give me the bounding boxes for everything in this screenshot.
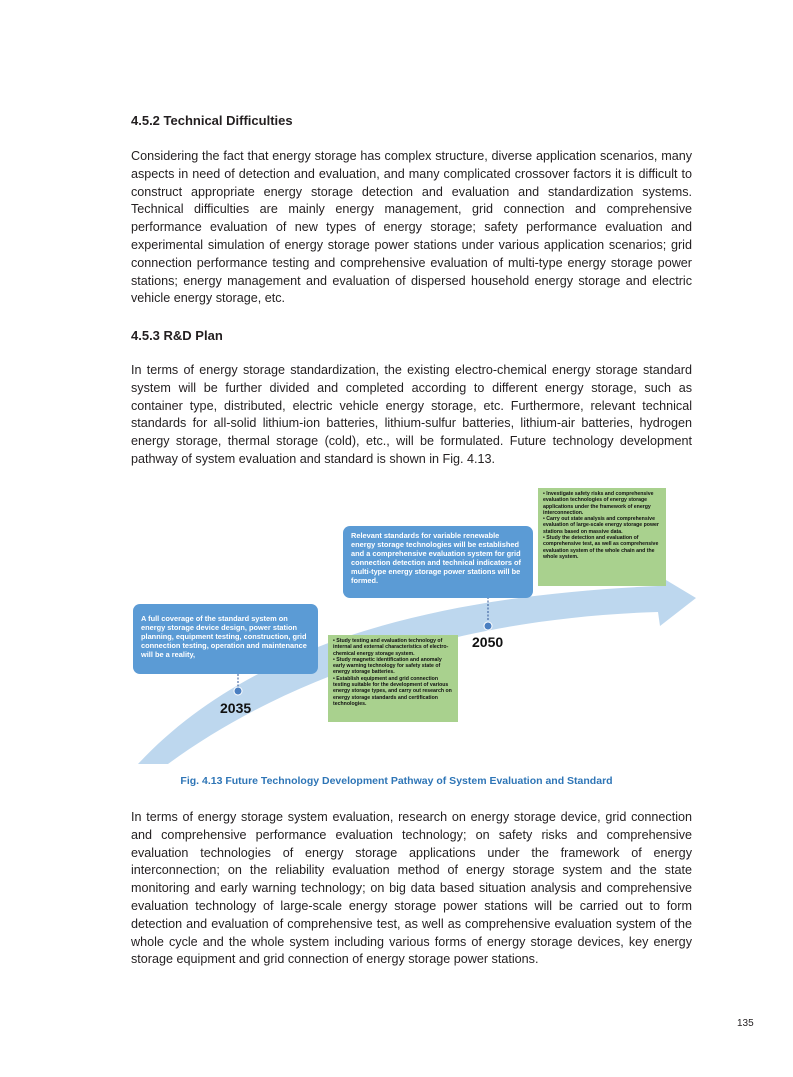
bullet: • Establish equipment and grid connection testing suitable for the development of various energy storage types, and carry out research on energy storage standards and certification technologies. — [333, 675, 452, 707]
bullet: • Study the detection and evaluation of comprehensive test, as well as comprehensive evaluation system of the whole chain and the whole system. — [543, 535, 659, 560]
paragraph-technical-difficulties: Considering the fact that energy storage has complex structure, diverse application scenarios, many aspects in need of detection and evaluation, and many complicated crossover factors it is difficult to construct appropriate energy storage detection and evaluation and standardization systems. Technical difficulties are mainly energy management, grid connection and comprehensive performance evaluation of new types of energy storage; safety performance evaluation and experimental simulation of energy storage power stations under various application scenarios; grid connection performance testing and comprehensive evaluation of multi-type energy storage power stations; energy management and evaluation of dispersed household energy storage and electric vehicle energy storage, etc. — [131, 149, 692, 306]
bullet: • Carry out state analysis and comprehensive evaluation of large-scale energy storage power stations based on massive data. — [543, 516, 659, 535]
section-heading-4-5-3: 4.5.3 R&D Plan — [131, 328, 223, 343]
figure-pathway-diagram — [128, 486, 698, 766]
year-label-2035: 2035 — [220, 700, 252, 716]
figure-caption: Fig. 4.13 Future Technology Development Pathway of System Evaluation and Standard — [180, 775, 613, 787]
paragraph-rd-plan: In terms of energy storage standardization, the existing electro-chemical energy storage standard system will be further divided and completed according to different energy storage, such as container type, distributed, electric vehicle energy storage, etc. Furthermore, relevant technical standards for all-solid lithium-ion batteries, lithium-sulfur batteries, lithium-air batteries, hydrogen energy storage, thermal storage (cold), etc., will be formulated. Future technology development pathway of system evaluation and standard is shown in Fig. 4.13. — [131, 363, 692, 466]
green-box-2050 — [538, 488, 666, 586]
bullet: • Investigate safety risks and comprehensive evaluation technologies of energy storage applications under the framework of energy interconnection. — [543, 491, 654, 516]
milestone-box-2050: Relevant standards for variable renewable energy storage technologies will be established and a comprehensive evaluation system for grid connection detection and technical indicators of multi-type energy storage power stations will be formed. — [343, 526, 533, 598]
green-box-2035 — [328, 635, 458, 722]
bullet: • Study testing and evaluation technology of internal and external characteristics of electro-chemical energy storage system. — [333, 638, 449, 657]
bullet: • Study magnetic identification and anomaly early warning technology for safety state of energy storage batteries. — [333, 656, 442, 676]
milestone-box-2035: A full coverage of the standard system on energy storage device design, power station planning, equipment testing, construction, grid connection testing, operation and maintenance will be a reality, — [133, 604, 318, 674]
year-label-2050: 2050 — [472, 634, 504, 650]
page-number: 135 — [737, 1018, 754, 1029]
paragraph-system-evaluation: In terms of energy storage system evaluation, research on energy storage device, grid connection and comprehensive performance evaluation technology; on safety risks and comprehensive evaluation technologies of energy storage applications under the framework of energy interconnection; on the reliability evaluation method of energy storage system and the state monitoring and early warning technology; on big data based situation analysis and comprehensive evaluation technology of large-scale energy storage power stations will be carried out to form detection and evaluation of comprehensive test, as well as comprehensive evaluation system of the whole cycle and the whole system including various forms of energy storage devices, key energy storage equipment and grid connection of energy storage power stations. — [131, 810, 692, 967]
section-heading-4-5-2: 4.5.2 Technical Difficulties — [131, 113, 293, 128]
